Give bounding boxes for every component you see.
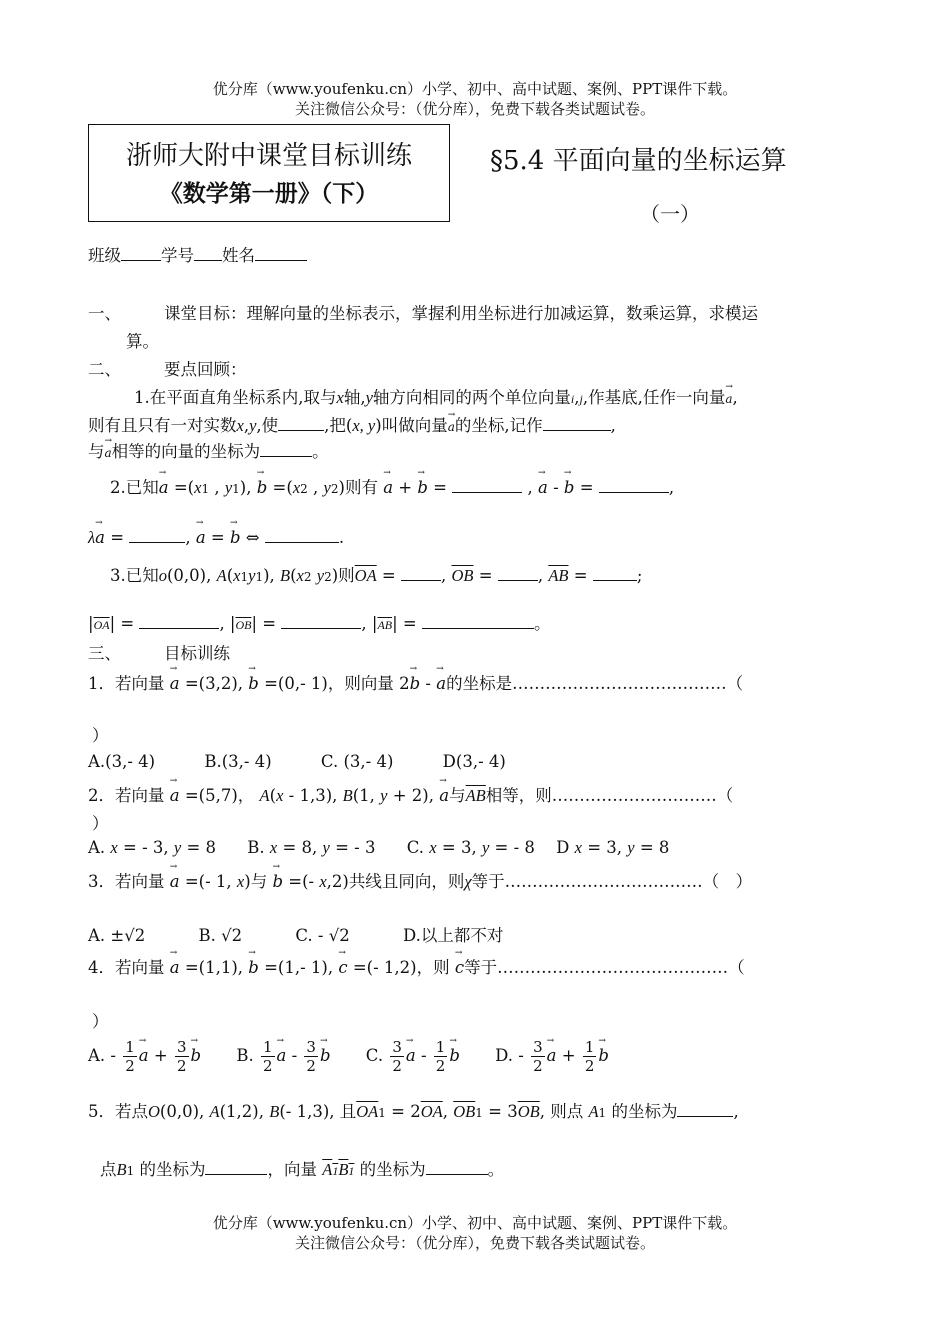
name-label: 姓名 xyxy=(222,246,255,265)
blank-7[interactable] xyxy=(265,528,339,543)
name-blank[interactable] xyxy=(255,246,307,261)
blank-10[interactable] xyxy=(593,566,637,581)
q3-options: A. ±√2 B. √2 C. - √2 D.以上都不对 xyxy=(88,926,504,945)
blank-8[interactable] xyxy=(401,566,441,581)
blank-9[interactable] xyxy=(498,566,538,581)
header-line-2: 关注微信公众号：（优分库），免费下载各类试题试卷。 xyxy=(294,100,655,118)
blank-2[interactable] xyxy=(543,416,611,431)
sec2-p2-line1: 2.已知→ a =(x1 , y1), → b =(x2 , y2)则有 → a + → b = , → a - → b = , xyxy=(110,474,674,498)
sec1-cont: 算。 xyxy=(126,332,159,351)
course-school: 浙师大附中课堂目标训练 xyxy=(125,141,412,171)
blank-6[interactable] xyxy=(129,528,185,543)
class-blank[interactable] xyxy=(121,246,161,261)
sec3-title: 目标训练 xyxy=(164,644,230,663)
sec2-title: 要点回顾： xyxy=(164,360,247,379)
blank-1[interactable] xyxy=(278,416,324,431)
blank-15[interactable] xyxy=(205,1160,267,1175)
sec2-p3-line1: 3.已知o(0,0), A(x1y1), B(x2 y2)则$\overline{OA}$ = , $\overline{OB}$ = , $\overline{AB}$ = ; xyxy=(110,566,643,585)
sec1-num: 一、 xyxy=(88,304,121,323)
blank-11[interactable] xyxy=(139,614,219,629)
blank-14[interactable] xyxy=(677,1102,733,1117)
sec2-p1-line2: 则有且只有一对实数x,y,使 ,把(x, y)叫做向量→ a的坐标,记作 , xyxy=(88,412,616,436)
q4-stem: 4．若向量 → a =(1,1), → b =(1,- 1), → c =(- 1,2)，则 → c等于……………………………………（ xyxy=(88,954,745,978)
sec3-num: 三、 xyxy=(88,644,121,663)
footer-line-2: 关注微信公众号：（优分库），免费下载各类试题试卷。 xyxy=(294,1234,655,1252)
number-blank[interactable] xyxy=(194,246,222,261)
header-line-1: 优分库（www.youfenku.cn）小学、初中、高中试题、案例、PPT课件下载。 xyxy=(212,80,738,98)
page-title: §5.4 平面向量的坐标运算 xyxy=(490,146,787,176)
sec1-text: 课堂目标：理解向量的坐标表示，掌握利用坐标进行加减运算，数乘运算，求模运 xyxy=(164,304,758,323)
q1-close: ） xyxy=(92,726,109,745)
q4-options: A. - $\frac{1}{2}$ → a + $\frac{3}{2}$ → b B. $\frac{1}{2}$ → a - $\frac{3}{2}$ → b C. $\frac{3}{2}$ → a - $\frac{1}{2}$ → b D. - $\frac{3}{2}$ → a + $\frac{1}{2}$ → b xyxy=(88,1038,609,1075)
class-label: 班级 xyxy=(88,246,121,265)
blank-5[interactable] xyxy=(599,478,669,493)
page-subtitle: （一） xyxy=(640,202,700,226)
student-info xyxy=(88,242,307,266)
q2-stem: 2．若向量 → a =(5,7)， A(x - 1,3), B(1, y + 2), → a与$\overline{AB}$相等，则…………………………（ xyxy=(88,782,733,806)
q3-stem: 3．若向量 → a =(- 1, x)与 → b =(- x,2)共线且同向，则χ等于………………………………（ ） xyxy=(88,868,752,892)
blank-3[interactable] xyxy=(260,442,312,457)
course-book: 《数学第一册》（下） xyxy=(159,181,379,207)
blank-13[interactable] xyxy=(422,614,534,629)
number-label: 学号 xyxy=(161,246,194,265)
sec2-p3-line2: $|\overline{OA}|$ = , $|\overline{OB}|$ = , $|\overline{AB}|$ = 。 xyxy=(88,614,551,633)
sec2-p2-line2: λ→ a = , → a = → b ⇔ . xyxy=(88,528,344,548)
course-box xyxy=(88,124,450,222)
q4-close: ） xyxy=(92,1012,109,1031)
q1-options: A.(3,- 4) B.(3,- 4) C. (3,- 4) D(3,- 4) xyxy=(88,752,506,771)
q2-options: A. x = - 3, y = 8 B. x = 8, y = - 3 C. x = 3, y = - 8 D x = 3, y = 8 xyxy=(88,838,670,857)
q2-close: ） xyxy=(92,814,109,833)
q1-stem: 1．若向量 → a =(3,2), → b =(0,- 1)，则向量 2→ b - → a的坐标是…………………………………（ xyxy=(88,670,743,694)
q5-line2: 点B1 的坐标为 ，向量 A1B1 的坐标为 。 xyxy=(100,1160,505,1179)
sec2-p1-line1: 1.在平面直角坐标系内,取与x轴,y轴方向相同的两个单位向量i,j,作基底,任作一向量→ a, xyxy=(134,384,738,408)
q5-line1: 5．若点O(0,0), A(1,2), B(- 1,3), 且$\overline{OA}1 = 2\overline{OA}$, $\overline{OB}1 = 3\overline{OB}$, 则点 A1 的坐标为 , xyxy=(88,1102,739,1121)
sec2-num: 二、 xyxy=(88,360,121,379)
blank-12[interactable] xyxy=(281,614,361,629)
blank-4[interactable] xyxy=(452,478,522,493)
sec2-p1-line3: 与→ a相等的向量的坐标为 。 xyxy=(88,438,329,462)
footer-line-1: 优分库（www.youfenku.cn）小学、初中、高中试题、案例、PPT课件下载。 xyxy=(212,1214,738,1232)
blank-16[interactable] xyxy=(426,1160,488,1175)
